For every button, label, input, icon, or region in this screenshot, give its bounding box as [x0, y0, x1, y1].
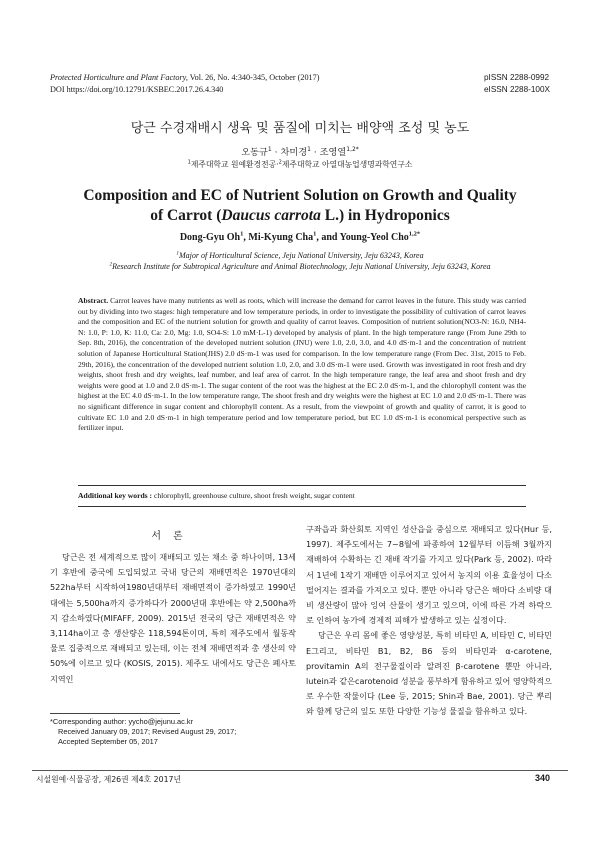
- keywords: [78, 491, 526, 501]
- korean-authors: [0, 144, 600, 158]
- kr-author-1: 오동규: [241, 147, 268, 158]
- kr-aff-1: 제주대학교 원예환경전공·: [190, 160, 279, 169]
- footer-journal: 시설원예·식물공장, 제26권 제4호 2017년: [36, 775, 182, 784]
- footer-rule: [32, 770, 568, 771]
- en-aff-2-line: [40, 261, 560, 272]
- kr-aff-2: 제주대학교 아열대농업생명과학연구소: [281, 160, 413, 169]
- en-aff-2-sup: 2: [109, 261, 113, 268]
- kr-author-2-sup: 1: [307, 145, 311, 153]
- en-title-post: L.) in Hydroponics: [320, 207, 450, 224]
- intro-paragraph-3: 당근은 우리 몸에 좋은 영양성분, 특히 비타민 A, 비타민 C, 비타민 E그리고, 비타민 B1, B2, B6 등의 비타민과 α-carotene, provitamin A의 전구물질이라 알려진 β-carotene 뿐만 아니라, lutein과 같은carotenoid 성분을 풍부하게 함유하고 있어 영양학적으로 우수한 작물이다 (Lee 등, 2015; Shin과 Bae, 2001). 당근 뿌리와 함께 당근의 잎도 또한 다양한 기능성 물질을 함유하고 있다.: [306, 630, 552, 717]
- intro-paragraph-1: 당근은 전 세계적으로 많이 재배되고 있는 채소 중 하나이며, 13세기 후반에 중국에 도입되었고 국내 당근의 재배면적은 1970년대의 522ha부터 시작하여1980년대부터 재배면적이 증가하였고 1990년대에는 5,500ha까지 증가하다가 2000년대 후반에는 약 2,500ha까지 감소하였다(MIFAFF, 2009). 2015년 전국의 당근 재배면적은 약 3,114ha이고 총 생산량은 118,594톤이며, 특히 제주도에서 월동작물로 집중적으로 재배되고 있는데, 이는 전체 재배면적과 총 생산의 약 50%에 이르고 있다 (KOSIS, 2015). 제주도 내에서도 당근은 폐사토 지역인: [50, 552, 296, 684]
- kr-aff-1-sup: 1: [187, 159, 191, 166]
- en-title-line-2: [60, 206, 540, 226]
- volume-info: Vol. 26, No. 4:340-345, October (2017): [187, 73, 320, 82]
- section-heading-intro: 서론: [151, 531, 195, 542]
- kr-author-sep: ·: [310, 147, 320, 158]
- english-title: [60, 186, 540, 226]
- en-author-3-sup: 1,2*: [408, 230, 421, 238]
- body-column-left: [50, 550, 296, 687]
- en-aff-2: Research Institute for Subtropical Agriculture and Animal Biotechnology, Jeju National University, Jeju 63243, Korea: [112, 262, 491, 271]
- page-number: 340: [534, 773, 550, 783]
- en-aff-1-line: [40, 250, 560, 261]
- english-authors: [0, 232, 600, 243]
- keywords-text: chlorophyll, greenhouse culture, shoot fresh weight, sugar content: [152, 491, 355, 500]
- abstract-text: Carrot leaves have many nutrients as well as roots, which will increase the demand for carrot leaves in the future. This study was carried out by dividing into two stages: high temperature and low temperature periods, in order to investigate the possibility of cultivation of carrot leaves and the composition and EC of the nutrient solution for growth and quality of carrot leaves. Composition of nutrient solution(NO3-N: 16.0, NH4-N: 1.0, P: 1.0, K: 11.0, Ca: 2.0, Mg: 1.0, SO4-S: 1.0 mM·L-1) developed by analysis of plant. In the high temperature range (From June 29th to Sep. 8th, 2016), the concentration of the developed nutrient solution (JNU) were 1.0, 2.0, 3.0, and 4.0 dS·m-1 and the concentration of nutrient solution of Japanese Horticultural Station(JHS) 2.0 dS·m-1 was used for comparison. In the low temperature range (From Dec. 31st, 2015 to Feb. 29th, 2016), the concentration of the developed nutrient solution 1.0, 2.0, and 3.0 dS·m-1 were used. Growth was investigated in root fresh and dry weights, shoot fresh and dry weights, leaf number, and leaf area of carrot. In the high temperature range, the leaf area and shoot fresh and dry weights were good at 1.0 and 2.0 dS·m-1. The sugar content of the root was the highest at the EC 2.0 dS·m-1, and the chlorophyll content was the highest at the EC 4.0 dS·m-1. In the low temperature range, The shoot fresh and dry weights were the highest at EC 1.0 and 2.0 dS·m-1. There was no significant difference in sugar content and chlorophyll content. As a result, from the viewpoint of growth and quality of carrot, it is good to cultivate EC 1.0 and 2.0 dS·m-1 in high temperature period and low temperature period, but EC 1.0 dS·m-1 is economical perspective such as fertilizer input.: [78, 296, 526, 433]
- intro-paragraph-2: 구좌읍과 화산회토 지역인 성산읍을 중심으로 재배되고 있다(Hur 등, 1997). 제주도에서는 7~8월에 파종하여 12월부터 이듬해 3월까지 재배하여 수확하는 긴 재배 작기를 가지고 있다(Park 등, 2002). 따라서 1년에 1작기 재배만 이루어지고 있어서 농지의 이용 효율성이 다소 떨어지는 결과를 가져오고 있다. 뿐만 아니라 당근은 해마다 소비량 대비 생산량이 많아 잉여 산물이 생기고 있으며, 이에 따른 가격 하락으로 인하여 농가에 경제적 피해가 발생하고 있는 실정이다.: [306, 524, 552, 626]
- corresponding-author: *Corresponding author: yycho@jejunu.ac.kr: [50, 717, 194, 726]
- keywords-rule-bottom: [78, 506, 526, 507]
- en-aff-1-sup: 1: [176, 250, 180, 257]
- journal-name: Protected Horticulture and Plant Factory,: [50, 73, 188, 82]
- kr-aff-2-sup: 2: [278, 159, 282, 166]
- en-author-2: , Mi-Kyung Cha: [243, 232, 314, 243]
- journal-header: [50, 72, 319, 96]
- en-author-1-sup: 1: [240, 230, 244, 238]
- issn-block: [484, 72, 550, 96]
- doi-link[interactable]: DOI https://doi.org/10.12791/KSBEC.2017.26.4.340: [50, 85, 224, 94]
- en-author-3: , and Young-Yeol Cho: [316, 232, 409, 243]
- korean-affiliations: [0, 159, 600, 170]
- keywords-rule-top: [78, 485, 526, 486]
- en-title-line-1: Composition and EC of Nutrient Solution on Growth and Quality: [83, 187, 517, 204]
- footnote-rule: [50, 713, 180, 714]
- en-aff-1: Major of Horticultural Science, Jeju National University, Jeju 63243, Korea: [179, 251, 424, 260]
- kr-author-2: 차미경: [280, 147, 308, 158]
- species-name: Daucus carrota: [221, 207, 321, 224]
- abstract: [78, 296, 526, 434]
- en-author-2-sup: 1: [313, 230, 317, 238]
- kr-author-3: 조영열: [319, 147, 347, 158]
- en-author-1: Dong-Gyu Oh: [179, 232, 241, 243]
- english-affiliations: [40, 250, 560, 272]
- kr-author-sep: ·: [271, 147, 281, 158]
- body-column-right: [306, 522, 552, 720]
- korean-title: 당근 수경재배시 생육 및 품질에 미치는 배양액 조성 및 농도: [130, 121, 470, 136]
- kr-author-3-sup: 1,2*: [346, 145, 359, 153]
- accepted-date: Accepted September 05, 2017: [58, 737, 158, 747]
- abstract-label: Abstract.: [78, 296, 109, 305]
- received-dates: Received January 09, 2017; Revised August 29, 2017;: [58, 727, 237, 737]
- keywords-label: Additional key words :: [78, 491, 153, 500]
- kr-author-1-sup: 1: [267, 145, 272, 153]
- pissn: pISSN 2288-0992: [484, 73, 550, 82]
- footnote: [50, 717, 296, 748]
- en-title-pre: of Carrot (: [150, 207, 222, 224]
- eissn: eISSN 2288-100X: [484, 85, 550, 94]
